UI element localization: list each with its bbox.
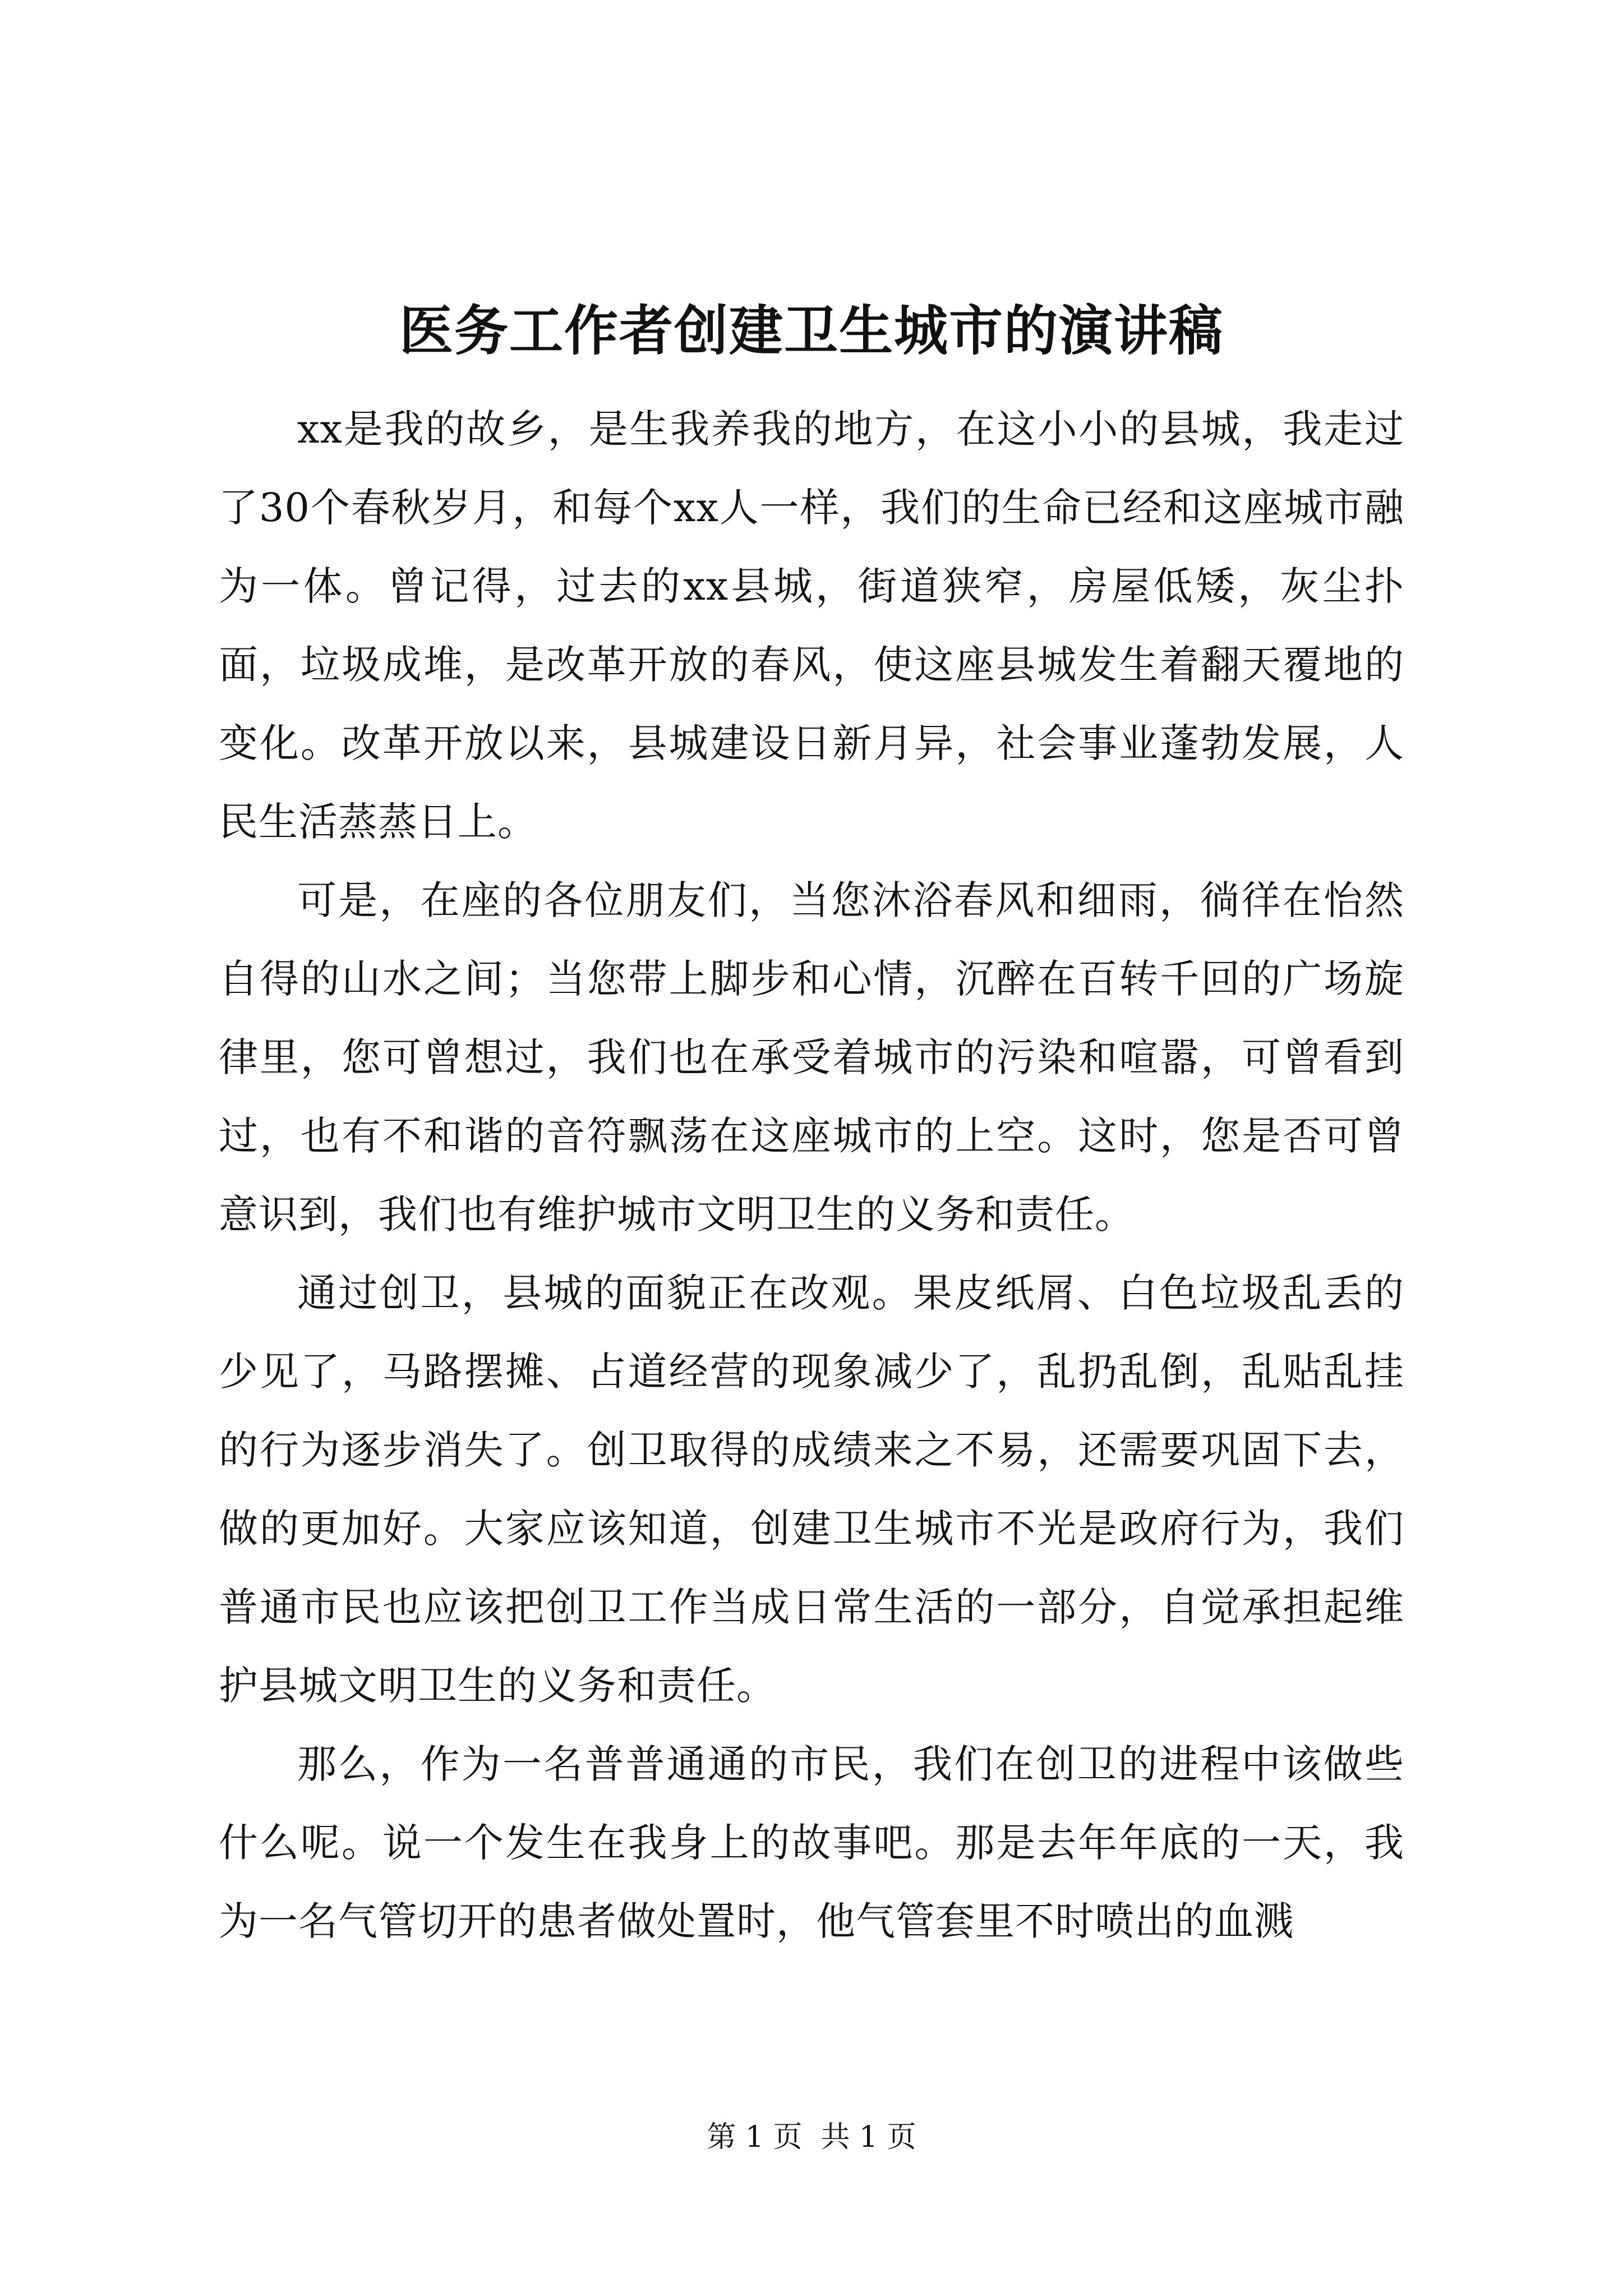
document-title: 医务工作者创建卫生城市的演讲稿 [399,299,1224,362]
document-body [219,390,1404,1961]
paragraph-2: 可是，在座的各位朋友们，当您沐浴春风和细雨，徜徉在怡然自得的山水之间；当您带上脚步和心情，沉醉在百转千回的广场旋律里，您可曾想过，我们也在承受着城市的污染和喧嚣，可曾看到过，也有不和谐的音符飘荡在这座城市的上空。这时，您是否可曾意识到，我们也有维护城市文明卫生的义务和责任。 [219,877,1404,1237]
paragraph-3: 通过创卫，县城的面貌正在改观。果皮纸屑、白色垃圾乱丢的少见了，马路摆摊、占道经营的现象减少了，乱扔乱倒，乱贴乱挂的行为逐步消失了。创卫取得的成绩来之不易，还需要巩固下去，做的更加好。大家应该知道，创建卫生城市不光是政府行为，我们普通市民也应该把创卫工作当成日常生活的一部分，自觉承担起维护县城文明卫生的义务和责任。 [219,1270,1404,1709]
paragraph-1: xx是我的故乡，是生我养我的地方，在这小小的县城，我走过了30个春秋岁月，和每个xx人一样，我们的生命已经和这座城市融为一体。曾记得，过去的xx县城，街道狭窄，房屋低矮，灰尘扑面，垃圾成堆，是改革开放的春风，使这座县城发生着翻天覆地的变化。改革开放以来，县城建设日新月异，社会事业蓬勃发展，人民生活蒸蒸日上。 [219,406,1404,845]
page-footer [0,2118,1623,2157]
paragraph-4: 那么，作为一名普普通通的市民，我们在创卫的进程中该做些什么呢。说一个发生在我身上的故事吧。那是去年年底的一天，我为一名气管切开的患者做处置时，他气管套里不时喷出的血溅 [219,1741,1404,1944]
page-number-label: 第 1 页 共 1 页 [707,2120,916,2154]
